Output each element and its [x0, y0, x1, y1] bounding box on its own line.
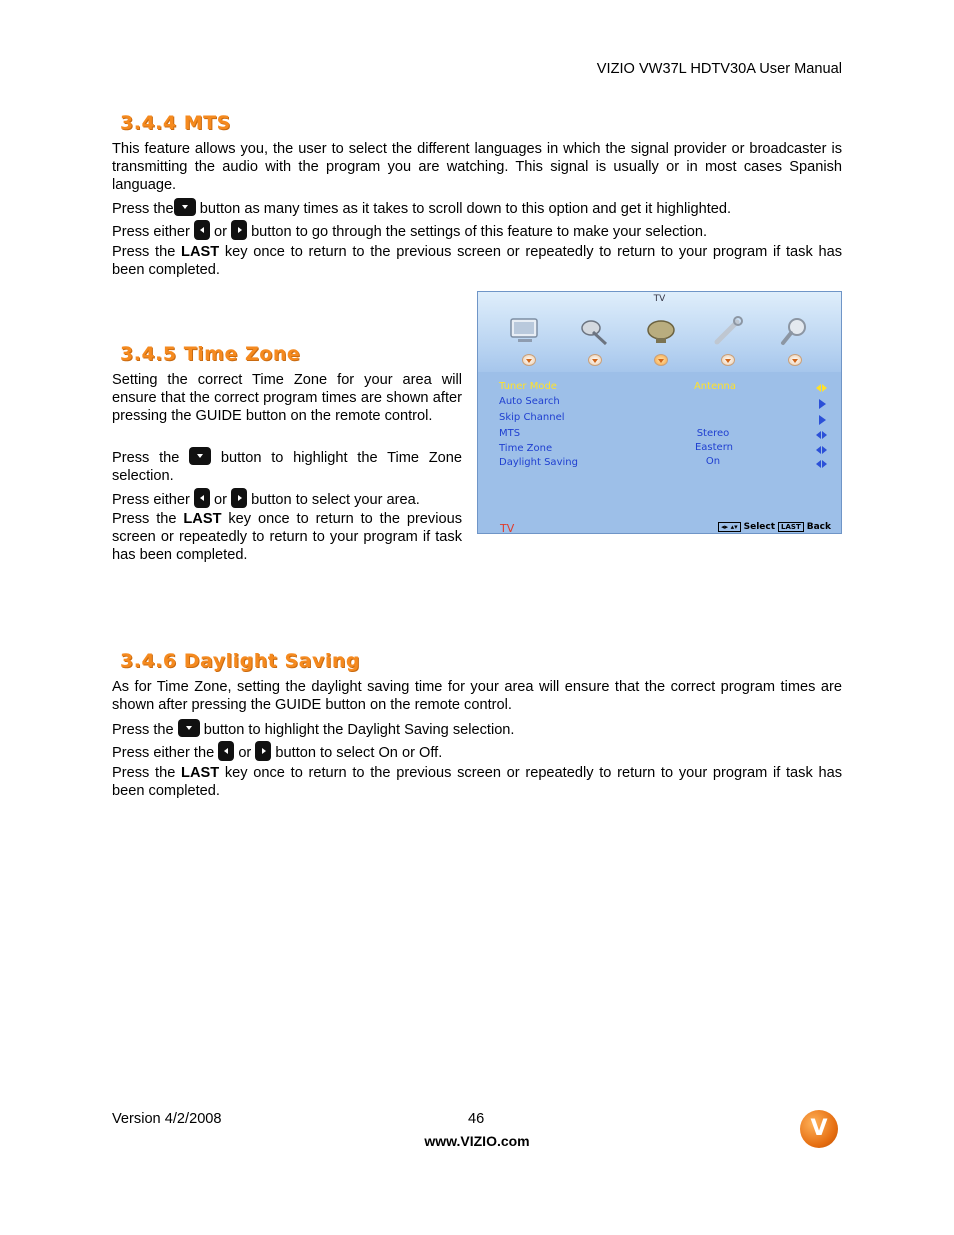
text-span: Press the	[112, 722, 178, 738]
footer-version: Version 4/2/2008	[112, 1111, 222, 1127]
right-arrow-button-icon	[231, 220, 247, 240]
daylight-paragraph-3	[112, 741, 842, 762]
text-span: Press the	[112, 201, 174, 217]
back-hint: Back	[806, 522, 831, 532]
monitor-icon	[508, 316, 542, 346]
left-arrow-button-icon	[194, 220, 210, 240]
text-span: button as many times as it takes to scroll down to this option and get it highlighted.	[195, 201, 732, 217]
text-span: or	[209, 492, 232, 508]
right-arrow-button-icon	[231, 488, 247, 508]
magnifier-icon	[778, 316, 812, 346]
menu-item-skip-channel: Skip Channel	[499, 412, 565, 423]
text-span: button to highlight the Daylight Saving selection.	[199, 722, 515, 738]
text-span: button to go through the settings of this feature to make your selection.	[247, 224, 707, 240]
menu-item-auto-search: Auto Search	[499, 396, 560, 407]
menu-value-tuner-mode: Antenna	[693, 381, 737, 392]
menu-value-time-zone: Eastern	[694, 442, 733, 453]
left-arrow-button-icon	[218, 741, 234, 761]
text-span: Press either	[112, 492, 194, 508]
left-arrow-button-icon	[194, 488, 210, 508]
left-right-arrow-icon	[816, 430, 828, 440]
manual-title: VIZIO VW37L HDTV30A User Manual	[596, 61, 842, 77]
vizio-logo-icon	[800, 1110, 838, 1148]
left-right-arrow-icon	[816, 459, 828, 469]
tv-menu-title: TV	[653, 294, 666, 304]
tv-menu-footer	[715, 522, 831, 532]
tv-menu-icon-bar	[478, 292, 841, 372]
down-arrow-button-icon	[189, 447, 211, 465]
menu-item-tuner-mode: Tuner Mode	[499, 381, 557, 392]
tv-antenna-icon	[644, 316, 678, 346]
right-arrow-button-icon	[255, 741, 271, 761]
text-span: Press the	[112, 511, 184, 527]
tv-input-label: TV	[500, 522, 515, 535]
text-span: Press either	[112, 224, 194, 240]
wrench-icon	[711, 316, 745, 346]
section-heading-mts: 3.4.4 MTS	[120, 112, 231, 134]
menu-item-mts: MTS	[499, 428, 521, 439]
last-key-label: LAST	[183, 511, 222, 527]
text-span: button to select your area.	[247, 492, 420, 508]
left-right-arrow-icon	[816, 383, 828, 393]
menu-item-daylight-saving: Daylight Saving	[499, 457, 578, 468]
text-span: key once to return to the previous screen or repeatedly to return to your program if task has been completed.	[112, 511, 462, 563]
page-number: 46	[468, 1111, 485, 1127]
tv-menu-arrow-icon	[588, 354, 602, 366]
text-span: Press the	[112, 244, 182, 260]
footer-url: www.VIZIO.com	[424, 1133, 530, 1149]
text-span: key once to return to the previous screen or repeatedly to return to your program if task has been completed.	[112, 765, 842, 799]
text-span: Press either the	[112, 745, 219, 761]
text-span: key once to return to the previous screen or repeatedly to return to your program if task has been completed.	[112, 244, 842, 278]
right-arrow-icon	[816, 399, 828, 409]
time-zone-paragraph-4	[112, 510, 462, 564]
time-zone-paragraph-2	[112, 447, 462, 485]
last-key-label: LAST	[181, 765, 220, 781]
tv-menu-screenshot	[477, 291, 842, 534]
section-heading-time-zone: 3.4.5 Time Zone	[120, 343, 301, 365]
mts-paragraph-1: This feature allows you, the user to select the different languages in which the signal provider or broadcaster is transmitting the audio with the program you are watching. This signal is usually or in most cases Spanish language.	[112, 141, 842, 193]
menu-value-daylight-saving: On	[705, 456, 721, 467]
left-right-arrow-icon	[816, 445, 828, 455]
right-arrow-icon	[816, 415, 828, 425]
navigate-keys-icon: ◂▸ ▴▾	[718, 522, 741, 532]
down-arrow-button-icon	[178, 719, 200, 737]
section-heading-daylight-saving: 3.4.6 Daylight Saving	[120, 650, 360, 672]
menu-value-mts: Stereo	[696, 428, 730, 439]
time-zone-paragraph-1: Setting the correct Time Zone for your area will ensure that the correct program times are shown after pressing the GUIDE button on the remote control.	[112, 372, 462, 424]
last-key-icon: LAST	[778, 522, 804, 532]
tv-menu-arrow-icon-selected	[654, 354, 668, 366]
daylight-paragraph-4	[112, 764, 842, 800]
satellite-dish-icon	[578, 316, 612, 346]
daylight-paragraph-1: As for Time Zone, setting the daylight saving time for your area will ensure that the correct program times are shown after pressing the GUIDE button on the remote control.	[112, 679, 842, 713]
text-span: or	[234, 745, 256, 761]
text-span: Press the	[112, 450, 190, 466]
text-span: Press the	[112, 765, 182, 781]
text-span: button to select On or Off.	[271, 745, 443, 761]
select-hint: Select	[743, 522, 776, 532]
down-arrow-button-icon	[174, 198, 196, 216]
text-span: or	[209, 224, 232, 240]
mts-paragraph-2	[112, 198, 842, 218]
daylight-paragraph-2	[112, 719, 842, 739]
last-key-label: LAST	[181, 244, 220, 260]
tv-menu-arrow-icon	[721, 354, 735, 366]
mts-paragraph-4	[112, 243, 842, 279]
time-zone-paragraph-3	[112, 488, 462, 509]
menu-item-time-zone: Time Zone	[499, 443, 553, 454]
tv-menu-arrow-icon	[522, 354, 536, 366]
mts-paragraph-3	[112, 220, 842, 241]
text-span: button to highlight the Time Zone selection.	[112, 450, 462, 484]
tv-menu-arrow-icon	[788, 354, 802, 366]
